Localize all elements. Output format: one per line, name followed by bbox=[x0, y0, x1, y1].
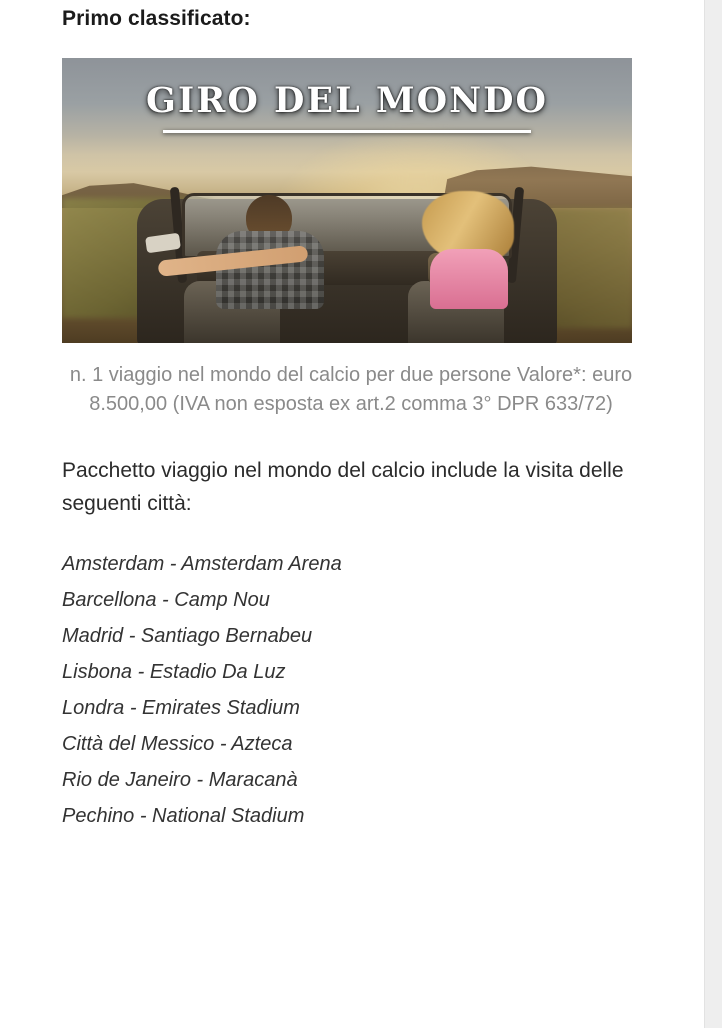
list-item: Rio de Janeiro - Maracanà bbox=[62, 769, 298, 792]
list-item: Amsterdam - Amsterdam Arena bbox=[62, 553, 342, 576]
list-item: Londra - Emirates Stadium bbox=[62, 697, 300, 720]
passenger-figure bbox=[402, 191, 522, 309]
package-description: Pacchetto viaggio nel mondo del calcio include la visita delle seguenti città: bbox=[62, 459, 624, 515]
list-item: Città del Messico - Azteca bbox=[62, 733, 293, 756]
prize-banner-image bbox=[62, 58, 632, 343]
banner-title: GIRO DEL MONDO bbox=[146, 80, 548, 121]
list-item: Barcellona - Camp Nou bbox=[62, 589, 270, 612]
list-item: Pechino - National Stadium bbox=[62, 805, 305, 828]
scrollbar-gutter[interactable] bbox=[704, 0, 722, 1028]
passenger-top bbox=[430, 249, 508, 309]
page-title: Primo classificato: bbox=[62, 7, 251, 30]
list-item: Madrid - Santiago Bernabeu bbox=[62, 625, 313, 648]
city-list bbox=[62, 546, 640, 834]
banner-title-underline bbox=[163, 130, 531, 133]
driver-plaid-shirt bbox=[216, 231, 324, 309]
list-item: Lisbona - Estadio Da Luz bbox=[62, 661, 286, 684]
prize-caption: n. 1 viaggio nel mondo del calcio per due persone Valore*: euro 8.500,00 (IVA non esposta ex art.2 comma 3° DPR 633/72) bbox=[69, 364, 633, 415]
